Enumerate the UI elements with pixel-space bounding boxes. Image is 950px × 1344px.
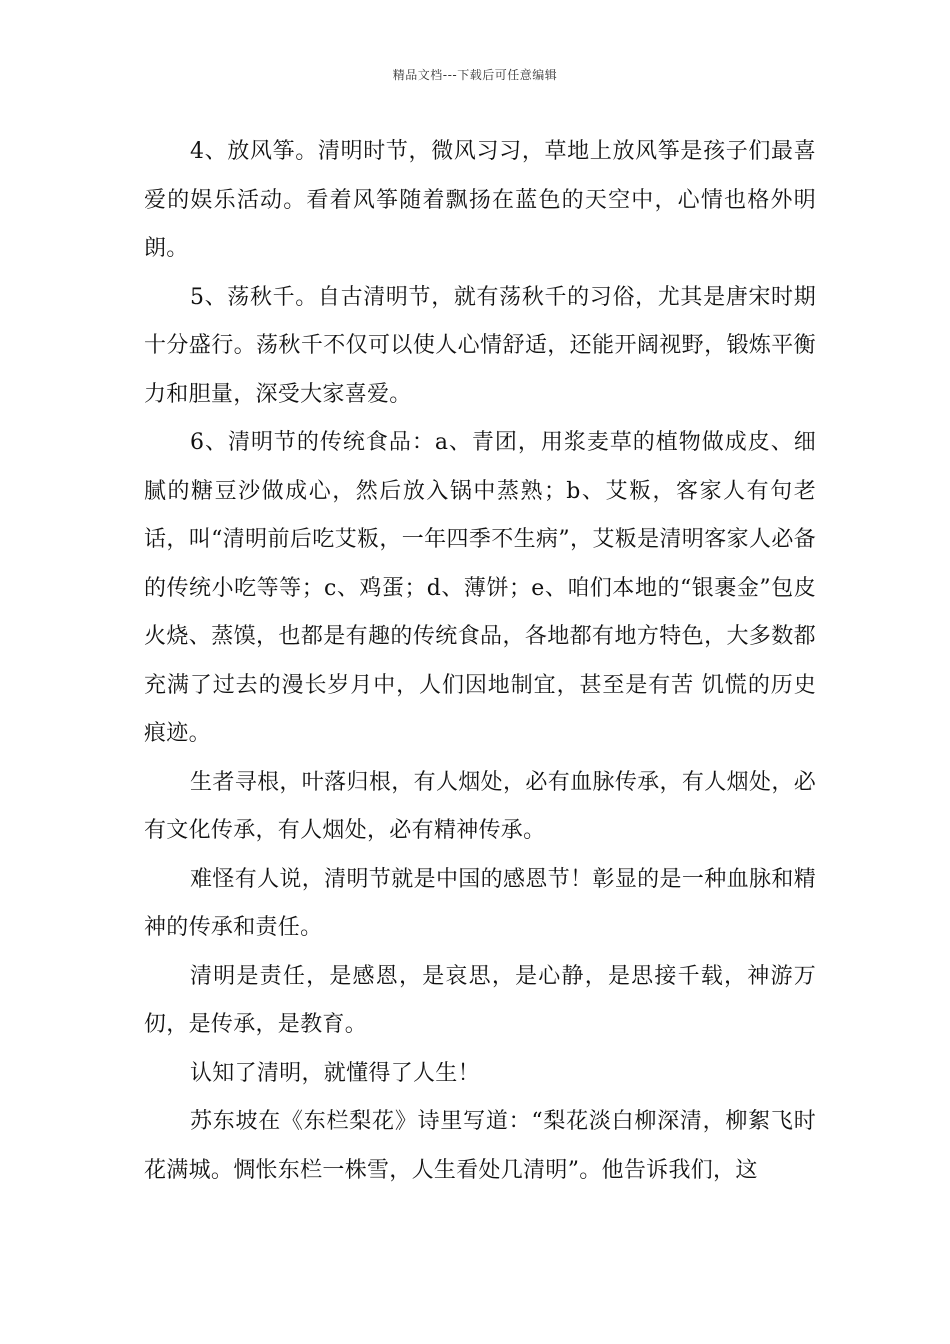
document-body [144,128,816,1195]
paragraph-roots-heritage: 生者寻根，叶落归根，有人烟处，必有血脉传承，有人烟处，必有文化传承，有人烟处，必有精神传承。 [144,769,816,843]
paragraph-su-dongpo-poem: 苏东坡在《东栏梨花》诗里写道：“梨花淡白柳深清，柳絮飞时花满城。惆怅东栏一株雪，人生看处几清明”。他告诉我们，这 [144,1109,816,1183]
paragraph-kite-flying: 4、放风筝。清明时节，微风习习，草地上放风筝是孩子们最喜爱的娱乐活动。看着风筝随着飘扬在蓝色的天空中，心情也格外明朗。 [144,139,816,261]
paragraph-qingming-meaning: 清明是责任，是感恩，是哀思，是心静，是思接千载，神游万仞，是传承，是教育。 [144,963,816,1037]
paragraph-traditional-food: 6、清明节的传统食品：a、青团，用浆麦草的植物做成皮、细腻的糖豆沙做成心，然后放入锅中蒸熟；b、艾粄，客家人有句老话，叫“清明前后吃艾粄，一年四季不生病”，艾粄是清明客家人必备的传统小吃等等；c、鸡蛋；d、薄饼；e、咱们本地的“银裹金”包皮火烧、蒸馍，也都是有趣的传统食品，各地都有地方特色，大多数都充满了过去的漫长岁月中，人们因地制宜，甚至是有苦 饥慌的历史痕迹。 [144,430,816,746]
paragraph-swing: 5、荡秋千。自古清明节，就有荡秋千的习俗，尤其是唐宋时期十分盛行。荡秋千不仅可以使人心情舒适，还能开阔视野，锻炼平衡力和胆量，深受大家喜爱。 [144,284,816,407]
paragraph-understand-life: 认知了清明，就懂得了人生！ [190,1060,480,1086]
page-header: 精品文档---下载后可任意编辑 [392,68,558,82]
paragraph-thanksgiving: 难怪有人说，清明节就是中国的感恩节！彰显的是一种血脉和精神的传承和责任。 [144,866,816,940]
